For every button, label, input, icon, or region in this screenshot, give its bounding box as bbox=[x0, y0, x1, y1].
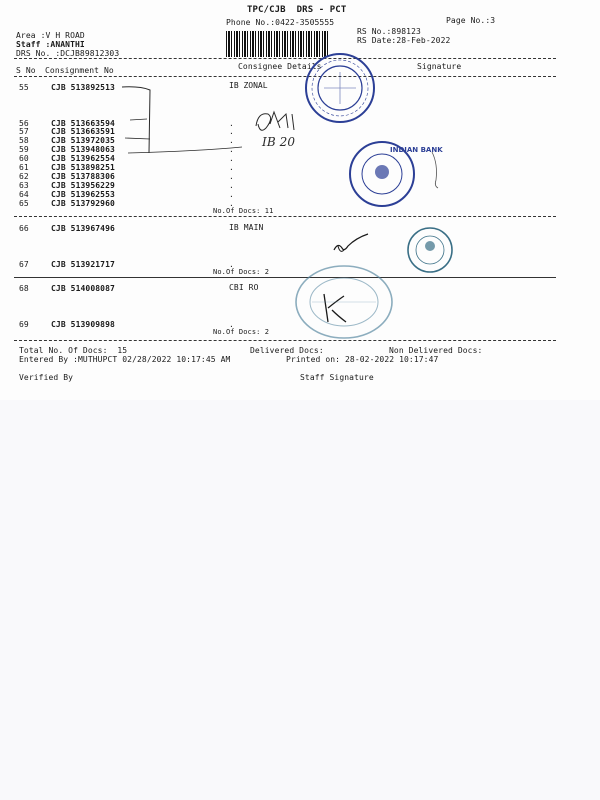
row-consignment: CJB 513892513 bbox=[51, 83, 115, 92]
row-sno: 60 bbox=[19, 154, 29, 163]
consignee-name: IB ZONAL bbox=[229, 81, 268, 90]
row-consignment: CJB 513948063 bbox=[51, 145, 115, 154]
group-docs-count: No.Of Docs: 2 bbox=[213, 268, 270, 276]
printed-on: Printed on: 28-02-2022 10:17:47 bbox=[286, 355, 439, 364]
row-consignment: CJB 513972035 bbox=[51, 136, 115, 145]
row-detail-dot: . bbox=[229, 145, 234, 154]
staff-signature: Staff Signature bbox=[300, 373, 374, 382]
row-consignment: CJB 513663591 bbox=[51, 127, 115, 136]
group-docs-count: No.Of Docs: 2 bbox=[213, 328, 270, 336]
row-consignment: CJB 513956229 bbox=[51, 181, 115, 190]
row-sno: 61 bbox=[19, 163, 29, 172]
handwritten-tick bbox=[330, 232, 380, 262]
phone-number: Phone No.:0422-3505555 bbox=[226, 18, 335, 27]
column-header-sno: S No bbox=[16, 66, 36, 75]
scan-shading bbox=[0, 400, 600, 800]
drs-number: DRS No. :DCJB89812303 bbox=[16, 49, 120, 58]
document-title: TPC/CJB DRS - PCT bbox=[247, 5, 347, 15]
row-consignment: CJB 514008087 bbox=[51, 284, 115, 293]
row-consignment: CJB 513788306 bbox=[51, 172, 115, 181]
group-divider bbox=[14, 277, 556, 278]
staff-label: Staff :ANANTHI bbox=[16, 40, 85, 49]
indian-bank-stamp bbox=[344, 138, 443, 210]
table-bottom-divider bbox=[14, 340, 556, 341]
column-header-signature: Signature bbox=[417, 62, 462, 71]
row-consignment: CJB 513962554 bbox=[51, 154, 115, 163]
row-detail-dot: . bbox=[229, 136, 234, 145]
row-consignment: CJB 513962553 bbox=[51, 190, 115, 199]
faded-bank-seal-stamp bbox=[292, 262, 396, 342]
row-detail-dot: . bbox=[229, 127, 234, 136]
handwritten-note: IB 20 bbox=[262, 135, 296, 149]
row-sno: 58 bbox=[19, 136, 29, 145]
verified-by: Verified By bbox=[19, 373, 74, 382]
row-consignment: CJB 513921717 bbox=[51, 260, 115, 269]
delivered-docs: Delivered Docs: bbox=[250, 346, 324, 355]
row-sno: 66 bbox=[19, 224, 29, 233]
entered-by: Entered By :MUTHUPCT 02/28/2022 10:17:45 AM bbox=[19, 355, 231, 364]
row-sno: 69 bbox=[19, 320, 29, 329]
column-header-consignment: Consignment No bbox=[45, 66, 114, 75]
area-label: Area :V H ROAD bbox=[16, 31, 85, 40]
row-sno: 62 bbox=[19, 172, 29, 181]
handwritten-scribble bbox=[428, 150, 448, 190]
row-detail-dot: . bbox=[229, 199, 234, 208]
row-detail-dot: . bbox=[229, 172, 234, 181]
row-detail-dot: . bbox=[229, 320, 234, 329]
row-detail-dot: . bbox=[229, 190, 234, 199]
row-detail-dot: . bbox=[229, 181, 234, 190]
column-header-details: Consignee Details bbox=[238, 62, 322, 71]
rs-number: RS No.:898123 bbox=[357, 27, 421, 36]
row-sno: 59 bbox=[19, 145, 29, 154]
row-sno: 67 bbox=[19, 260, 29, 269]
row-detail-dot: . bbox=[229, 260, 234, 269]
row-sno: 64 bbox=[19, 190, 29, 199]
row-sno: 63 bbox=[19, 181, 29, 190]
total-docs: Total No. Of Docs: 15 bbox=[19, 346, 128, 355]
page-number: Page No.:3 bbox=[446, 16, 496, 25]
row-consignment: CJB 513967496 bbox=[51, 224, 115, 233]
group-docs-count: No.Of Docs: 11 bbox=[213, 207, 274, 215]
row-sno: 57 bbox=[19, 127, 29, 136]
row-consignment: CJB 513898251 bbox=[51, 163, 115, 172]
consignee-name: IB MAIN bbox=[229, 223, 264, 232]
stamp-bank-name: INDIAN BANK bbox=[390, 146, 443, 154]
row-detail-dot: . bbox=[229, 119, 234, 128]
row-sno: 56 bbox=[19, 119, 29, 128]
bank-seal-stamp bbox=[300, 48, 380, 128]
non-delivered-docs: Non Delivered Docs: bbox=[389, 346, 483, 355]
row-consignment: CJB 513909898 bbox=[51, 320, 115, 329]
bank-logo-stamp bbox=[404, 224, 456, 276]
row-sno: 55 bbox=[19, 83, 29, 92]
row-detail-dot: . bbox=[229, 163, 234, 172]
row-sno: 68 bbox=[19, 284, 29, 293]
consignee-name: CBI RO bbox=[229, 283, 259, 292]
row-consignment: CJB 513792960 bbox=[51, 199, 115, 208]
row-detail-dot: . bbox=[229, 154, 234, 163]
row-sno: 65 bbox=[19, 199, 29, 208]
rs-date: RS Date:28-Feb-2022 bbox=[357, 36, 451, 45]
row-consignment: CJB 513663594 bbox=[51, 119, 115, 128]
